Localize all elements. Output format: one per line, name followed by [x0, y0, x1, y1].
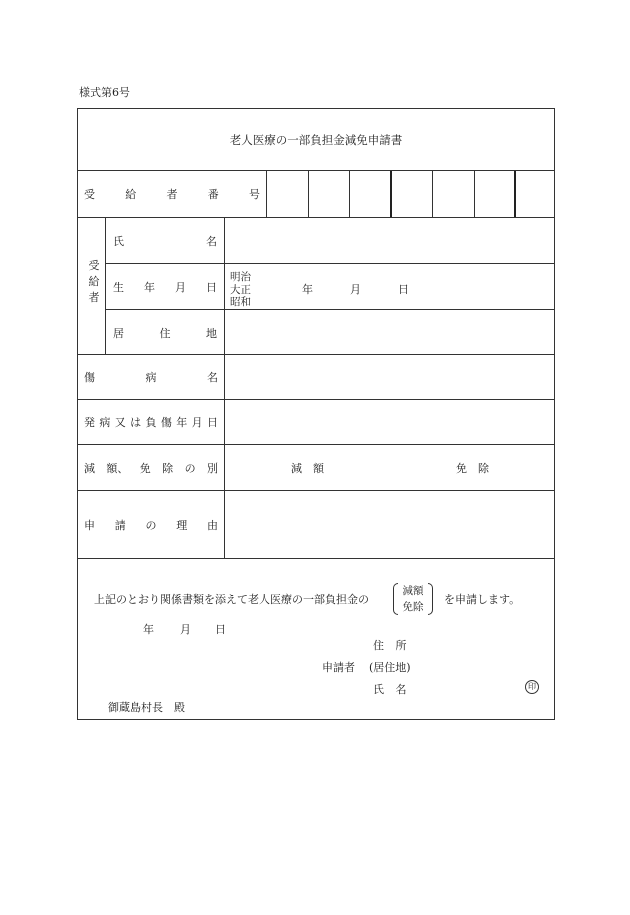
onset-date-row: [78, 400, 554, 445]
distinction-label: 減 額、 免 除 の 別: [84, 461, 218, 475]
number-cell-divider: [514, 171, 516, 217]
birth-month-unit: 月: [350, 283, 361, 296]
label-value-divider: [224, 218, 225, 354]
recipient-side-label: 受 給 者: [88, 259, 100, 304]
disease-row: [78, 355, 554, 400]
era-options: 明治 大正 昭和: [230, 271, 251, 308]
number-cell-divider: [266, 171, 267, 217]
reason-row: [78, 491, 554, 559]
name-label: 氏 名: [113, 234, 217, 248]
birth-year-unit: 年: [302, 283, 313, 296]
reduction-option[interactable]: 減 額: [291, 461, 324, 475]
number-cell-divider: [390, 171, 392, 217]
distinction-row: [78, 445, 554, 491]
label-value-divider: [224, 445, 225, 490]
seal-mark: 印: [525, 680, 539, 694]
form-number: 様式第6号: [79, 86, 130, 99]
recipient-section: [78, 218, 554, 355]
birth-date-label: 生 年 月 日: [113, 280, 217, 294]
number-cell-divider: [432, 171, 433, 217]
date-month-unit: 月: [180, 623, 191, 636]
recipient-number-label: 受 給 者 番 号: [84, 188, 260, 201]
declaration-text: 上記のとおり関係書類を添えて老人医療の一部負担金の: [94, 593, 369, 606]
applicant-address-label: 住 所: [373, 639, 407, 652]
onset-date-label: 発 病 又 は 負 傷 年 月 日: [84, 416, 218, 429]
addressee: 御蔵島村長 殿: [108, 701, 185, 714]
declaration-suffix: を申請します。: [444, 593, 521, 606]
title-row: [78, 109, 554, 171]
address-label: 居 住 地: [113, 326, 217, 340]
reduction-exemption-choice: 減額 免除: [399, 583, 427, 615]
birth-day-unit: 日: [398, 283, 409, 296]
number-cell-divider: [308, 171, 309, 217]
recipient-number-row: [78, 171, 554, 218]
applicant-label: 申請者: [322, 661, 355, 674]
residence-note: (居住地): [369, 661, 411, 674]
label-value-divider: [224, 355, 225, 399]
number-cell-divider: [349, 171, 350, 217]
application-form: [77, 108, 555, 720]
applicant-name-label: 氏 名: [373, 683, 407, 696]
number-cell-divider: [474, 171, 475, 217]
date-year-unit: 年: [143, 623, 154, 636]
declaration-block: [78, 559, 554, 719]
exemption-option[interactable]: 免 除: [456, 461, 489, 475]
side-label-divider: [105, 218, 106, 354]
label-value-divider: [224, 400, 225, 444]
disease-label: 傷 病 名: [84, 371, 218, 384]
reason-label: 申 請 の 理 由: [84, 518, 218, 532]
date-day-unit: 日: [215, 623, 226, 636]
label-value-divider: [224, 491, 225, 558]
form-title: 老人医療の一部負担金減免申請書: [229, 133, 403, 147]
